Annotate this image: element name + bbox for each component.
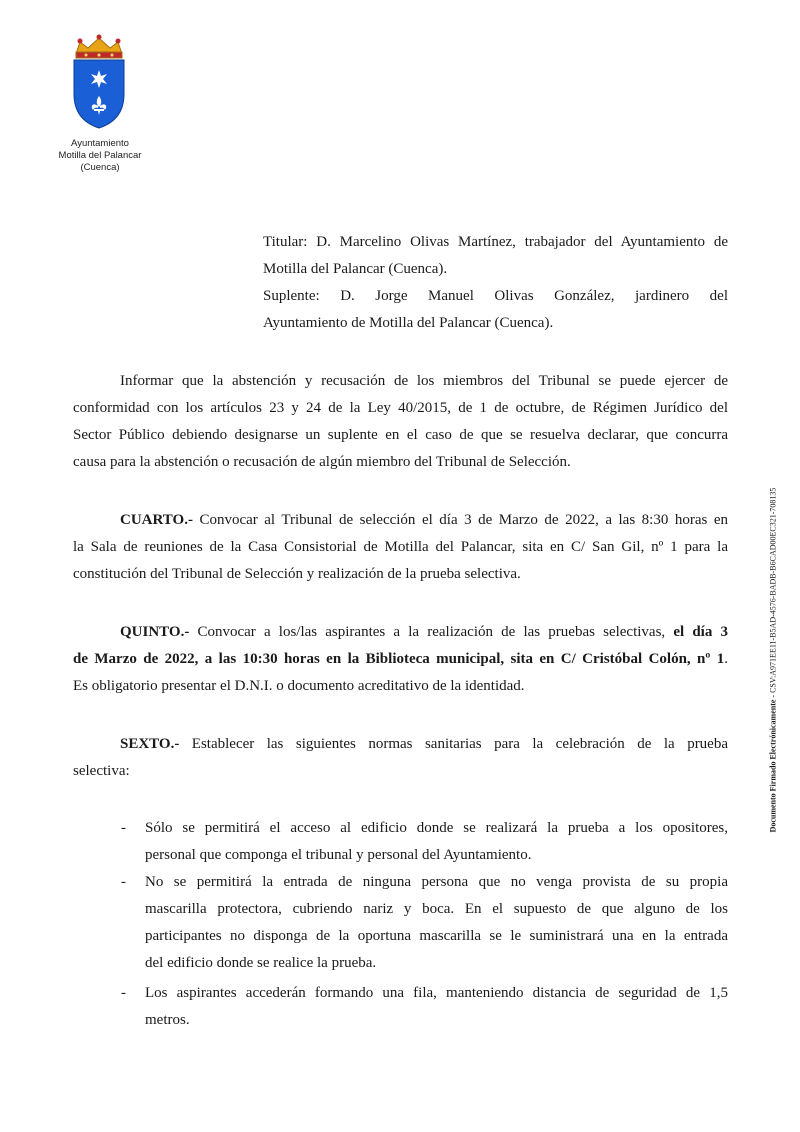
quinto-line bbox=[73, 646, 728, 673]
list-item-line: mascarilla protectora, cubriendo nariz y boca. En el supuesto de que alguno de los bbox=[145, 901, 728, 917]
sexto-heading: SEXTO.- bbox=[120, 736, 180, 752]
list-item-line: Sólo se permitirá el acceso al edificio donde se realizará la prueba a los opositores, bbox=[145, 820, 728, 836]
list-item-line: personal que componga el tribunal y personal del Ayuntamiento. bbox=[145, 847, 532, 863]
sexto-line bbox=[120, 731, 728, 758]
informar-line: Informar que la abstención y recusación de los miembros del Tribunal se puede ejercer de bbox=[120, 373, 728, 389]
list-bullet: - bbox=[121, 820, 126, 836]
sexto-text: Establecer las siguientes normas sanitarias para la celebración de la prueba bbox=[179, 736, 728, 752]
organization-name bbox=[40, 138, 160, 174]
list-bullet: - bbox=[121, 874, 126, 890]
list-item-line: metros. bbox=[145, 1012, 190, 1028]
cuarto-line: la Sala de reuniones de la Casa Consistorial de Motilla del Palancar, sita en C/ San Gil, nº 1 para la bbox=[73, 539, 728, 555]
coat-of-arms-icon bbox=[66, 32, 132, 132]
quinto-text: . bbox=[724, 651, 728, 667]
titular-line: Titular: D. Marcelino Olivas Martínez, trabajador del Ayuntamiento de bbox=[263, 234, 728, 250]
quinto-line bbox=[120, 619, 728, 646]
informar-line: conformidad con los artículos 23 y 24 de la Ley 40/2015, de 1 de octubre, de Régimen Jurídico del bbox=[73, 400, 728, 416]
cuarto-text: Convocar al Tribunal de selección el día 3 de Marzo de 2022, a las 8:30 horas en bbox=[192, 512, 728, 528]
org-line: (Cuenca) bbox=[80, 162, 120, 173]
org-line: Motilla del Palancar bbox=[58, 150, 142, 161]
list-bullet: - bbox=[121, 985, 126, 1001]
cuarto-line bbox=[120, 507, 728, 534]
suplente-line: Suplente: D. Jorge Manuel Olivas González, jardinero del bbox=[263, 288, 728, 304]
sexto-line: selectiva: bbox=[73, 763, 130, 779]
electronic-signature-stamp bbox=[766, 450, 780, 870]
org-line: Ayuntamiento bbox=[71, 138, 129, 149]
suplente-line: Ayuntamiento de Motilla del Palancar (Cuenca). bbox=[263, 315, 554, 331]
quinto-heading: QUINTO.- bbox=[120, 624, 190, 640]
cuarto-heading: CUARTO.- bbox=[120, 512, 193, 528]
list-item-line: No se permitirá la entrada de ninguna persona que no venga provista de su propia bbox=[145, 874, 728, 890]
stamp-csv: - CSV:A971EE11-B5AD-4576-BADB-B6CAD00EC321-708135 bbox=[768, 487, 778, 700]
list-item-line: participantes no disponga de la oportuna mascarilla se le suministrará una en la entrada bbox=[145, 928, 728, 944]
stamp-label: Documento Firmado Electrónicamente bbox=[768, 699, 778, 833]
quinto-bold: de Marzo de 2022, a las 10:30 horas en la Biblioteca municipal, sita en C/ Cristóbal Colón, nº 1 bbox=[73, 651, 725, 667]
cuarto-line: constitución del Tribunal de Selección y realización de la prueba selectiva. bbox=[73, 566, 521, 582]
quinto-line: Es obligatorio presentar el D.N.I. o documento acreditativo de la identidad. bbox=[73, 678, 525, 694]
quinto-text: Convocar a los/las aspirantes a la realización de las pruebas selectivas, bbox=[189, 624, 674, 640]
list-item-line: del edificio donde se realice la prueba. bbox=[145, 955, 377, 971]
informar-line: causa para la abstención o recusación de algún miembro del Tribunal de Selección. bbox=[73, 454, 571, 470]
titular-line: Motilla del Palancar (Cuenca). bbox=[263, 261, 448, 277]
quinto-bold: el día 3 bbox=[673, 624, 728, 640]
list-item-line: Los aspirantes accederán formando una fila, manteniendo distancia de seguridad de 1,5 bbox=[145, 985, 728, 1001]
informar-line: Sector Público debiendo designarse un suplente en el caso de que se resuelva declarar, que concurra bbox=[73, 427, 728, 443]
